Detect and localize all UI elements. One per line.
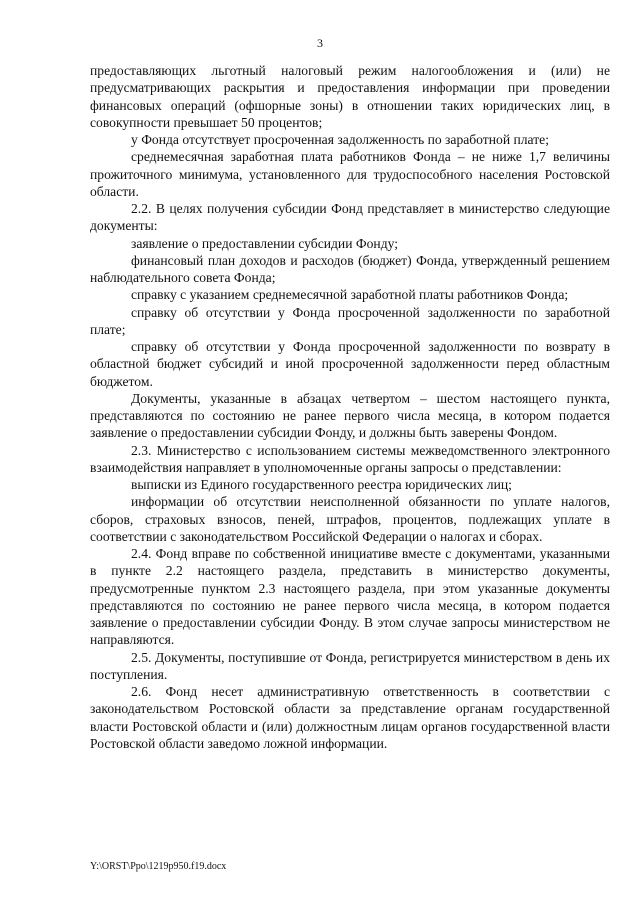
paragraph: у Фонда отсутствует просроченная задолженность по заработной плате; [131,132,549,147]
page-number: 3 [317,36,323,50]
paragraph: 2.3. Министерство с использованием системы межведомственного электронного взаимодействия направляет в уполномоченные органы запросы о представлении: [90,442,610,475]
paragraph: 2.6. Фонд несет административную ответственность в соответствии с законодательством Ростовской области за представление органам государственной власти Ростовской области и (или) должностным лицам органов государственной власти Ростовской области заведомо ложной информации. [90,684,610,751]
paragraph: финансовый план доходов и расходов (бюджет) Фонда, утвержденный решением наблюдательного совета Фонда; [90,252,610,285]
footer-file-path: Y:\ORST\Ppo\1219p950.f19.docx [90,861,227,872]
paragraph: справку об отсутствии у Фонда просроченной задолженности по заработной плате; [90,304,610,337]
paragraph: среднемесячная заработная плата работников Фонда – не ниже 1,7 величины прожиточного минимума, установленного для трудоспособного населения Ростовской области. [90,149,610,199]
paragraph: информации об отсутствии неисполненной обязанности по уплате налогов, сборов, страховых взносов, пеней, штрафов, процентов, подлежащих уплате в соответствии с законодательством Российской Федерации о налогах и сборах. [90,494,610,544]
paragraph: заявление о предоставлении субсидии Фонду; [131,235,399,251]
paragraph: Документы, указанные в абзацах четвертом – шестом настоящего пункта, представляются по состоянию не ранее первого числа месяца, в котором подается заявление о предоставлении субсидии Фонду, и должны быть заверены Фондом. [90,390,610,441]
paragraph: 2.2. В целях получения субсидии Фонд представляет в министерство следующие документы: [90,201,610,234]
paragraph: справку с указанием среднемесячной заработной платы работников Фонда; [131,287,569,303]
paragraph: справку об отсутствии у Фонда просроченной задолженности по возврату в областной бюджет субсидий и иной просроченной задолженности перед областным бюджетом. [90,339,610,389]
paragraph: 2.5. Документы, поступившие от Фонда, регистрируется министерством в день их поступления. [90,649,610,682]
paragraph: предоставляющих льготный налоговый режим налогообложения и (или) не предусматривающих раскрытия и предоставления информации при проведении финансовых операций (офшорные зоны) в отношении таких юридических лиц, в совокупности превышает 50 процентов; [90,63,610,130]
document-body [90,62,610,752]
paragraph: 2.4. Фонд вправе по собственной инициативе вместе с документами, указанными в пункте 2.2 настоящего раздела, представить в министерство документы, предусмотренные пунктом 2.3 настоящего раздела, при этом указанные документы представляются по состоянию не ранее первого числа месяца, в котором подается заявление о предоставлении субсидии Фонду. В этом случае запросы министерством не направляются. [90,546,610,648]
paragraph: выписки из Единого государственного реестра юридических лиц; [131,477,512,492]
